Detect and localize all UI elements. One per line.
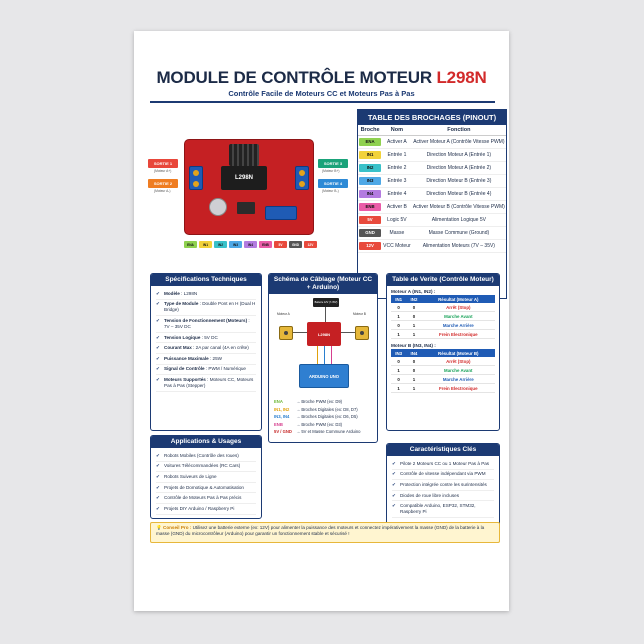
truth-table-a	[391, 295, 495, 339]
pin-badge: IN2	[214, 241, 227, 248]
list-item: ✔ Pilote 2 Moteurs CC ou 1 Moteur Pas à Pas	[392, 459, 494, 470]
specs-panel	[150, 273, 262, 431]
output-tag: SORTIE 3	[318, 159, 348, 168]
wiring-value: → Broches Digitales (ex: D8, D7)	[296, 406, 358, 412]
pin-cell	[358, 188, 382, 201]
spec-key: Tension Logique	[164, 334, 201, 340]
input-cell: 1	[391, 366, 406, 375]
tip-text: Utilisez une batterie externe (ex: 12V) pour alimenter la puissance des moteurs et connectez impérativement la masse (GND) de la batterie à la masse (GND) du microcontrôleur (Arduino) pour garantir un fonctionnement stable et sécurisé !	[156, 525, 485, 537]
wiring-key: IN3, IN4	[274, 414, 290, 419]
pinout-title: TABLE DES BROCHAGES (PINOUT)	[358, 110, 506, 125]
pin-cell	[358, 162, 382, 175]
pin-cell	[358, 240, 382, 253]
output-sub: (Moteur A+)	[154, 169, 172, 173]
spec-key: Signal de Contrôle	[164, 366, 205, 372]
title-divider	[150, 101, 495, 103]
regulator-icon	[237, 202, 255, 214]
terminal-left-icon	[189, 166, 203, 190]
capacitor-icon	[209, 198, 227, 216]
list-item	[156, 375, 256, 392]
wiring-row	[274, 398, 372, 406]
output-sub: (Moteur A-)	[154, 189, 171, 193]
truth-panel	[386, 273, 500, 431]
result-cell: Marche Avant	[422, 366, 495, 375]
wiring-row	[274, 413, 372, 421]
truth-table-b	[391, 349, 495, 393]
list-item: ✔ Projets DIY Arduino / Raspberry Pi	[156, 504, 256, 515]
pin-cell	[358, 136, 382, 149]
tip-label: 💡 Conseil Pro :	[156, 525, 192, 530]
table-row	[391, 312, 495, 321]
name-cell: Activer B	[382, 201, 412, 214]
output-tag: SORTIE 1	[148, 159, 178, 168]
features-title: Caractéristiques Clés	[387, 444, 499, 456]
pin-badge: 5V	[274, 241, 287, 248]
page-subtitle: Contrôle Facile de Moteurs CC et Moteurs Pas à Pas	[228, 89, 415, 98]
list-item: ✔ Robots Mobiles (Contrôle des roues)	[156, 451, 256, 462]
pin-badge: GND	[289, 241, 302, 248]
spec-value: : PWM / Numérique	[204, 366, 246, 372]
input-cell: 0	[406, 312, 421, 321]
list-item: ✔ Projets de Domotique & Automatisation	[156, 483, 256, 494]
wiring-value: → 5V et Masse Commune Arduino	[296, 429, 361, 434]
wiring-value: → Broches Digitales (ex: D6, D5)	[296, 414, 358, 419]
wire	[324, 346, 325, 364]
result-cell: Arrêt (Stop)	[422, 357, 495, 366]
wiring-diagram	[269, 294, 377, 396]
pin-badge: GND	[359, 229, 381, 237]
table-row	[391, 330, 495, 339]
name-cell: Logic 5V	[382, 214, 412, 227]
power-terminal-icon	[265, 206, 297, 220]
motor-b-icon	[355, 326, 369, 340]
input-cell: 0	[406, 303, 421, 312]
pin-badge: IN2	[359, 164, 381, 172]
spec-value: : Double Pont en H (Dual H Bridge)	[164, 301, 256, 313]
list-item: ✔ Protection intégrée contre les surintensités	[392, 480, 494, 491]
table-row	[358, 162, 506, 175]
name-cell: Entrée 3	[382, 175, 412, 188]
list-item: ✔ Contrôle de vitesse indépendant via PWM	[392, 470, 494, 481]
function-cell: Activer Moteur B (Contrôle Vitesse PWM)	[412, 201, 506, 214]
pin-badge: IN4	[359, 190, 381, 198]
pin-cell	[358, 214, 382, 227]
motor-a-icon	[279, 326, 293, 340]
table-row	[358, 240, 506, 253]
input-cell: 0	[391, 357, 406, 366]
name-cell: Entrée 2	[382, 162, 412, 175]
l298n-board	[184, 139, 314, 235]
list-item	[156, 300, 256, 317]
arduino-board: ARDUINO UNO	[299, 364, 349, 388]
motor-a-label: Moteur A	[277, 312, 290, 316]
motor-b-label: Moteur B	[353, 312, 366, 316]
wiring-row	[274, 421, 372, 429]
list-item	[156, 333, 256, 344]
wiring-list	[269, 396, 377, 438]
spec-value: : 7V – 35V DC	[164, 317, 250, 329]
wire	[293, 332, 307, 333]
spec-key: Type de Module	[164, 301, 199, 307]
wiring-row	[274, 428, 372, 436]
table-row	[358, 136, 506, 149]
list-item: ✔ Voitures Télécommandées (RC Cars)	[156, 462, 256, 473]
wiring-key: ENA	[274, 399, 283, 404]
function-cell: Direction Moteur A (Entrée 1)	[412, 149, 506, 162]
pin-badge: IN4	[244, 241, 257, 248]
pin-badge: IN1	[359, 151, 381, 159]
spec-value: : 5V DC	[200, 334, 218, 340]
wiring-key: IN1, IN2	[274, 406, 290, 412]
pro-tip	[150, 522, 500, 543]
table-row	[358, 175, 506, 188]
pin-badge: ENB	[259, 241, 272, 248]
pin-badge: 12V	[359, 242, 381, 250]
list-item	[156, 343, 256, 354]
truth-b-header: IN3	[391, 349, 406, 357]
input-cell: 1	[406, 330, 421, 339]
output-sub: (Moteur B-)	[322, 189, 339, 193]
input-cell: 1	[406, 384, 421, 393]
output-sub: (Moteur B+)	[322, 169, 340, 173]
table-row	[391, 357, 495, 366]
wiring-row	[274, 406, 372, 414]
truth-a-header: IN2	[406, 295, 421, 303]
list-item: ✔ Compatible Arduino, ESP32, STM32, Raspberry Pi	[392, 501, 494, 518]
truth-a-label: Moteur A (IN1, IN2) :	[391, 289, 436, 294]
specs-list	[151, 286, 261, 395]
spec-value: : L298N	[179, 290, 198, 296]
apps-panel	[150, 435, 262, 519]
function-cell: Activer Moteur A (Contrôle Vitesse PWM)	[412, 136, 506, 149]
table-row	[391, 321, 495, 330]
wire	[331, 346, 332, 364]
function-cell: Alimentation Logique 5V	[412, 214, 506, 227]
input-cell: 0	[391, 321, 406, 330]
spec-key: Courant Max	[164, 345, 192, 351]
chip-label: L298N	[221, 166, 267, 190]
pin-badge: ENB	[359, 203, 381, 211]
pin-cell	[358, 175, 382, 188]
heatsink-icon	[229, 144, 259, 166]
table-row	[391, 303, 495, 312]
input-cell: 0	[391, 375, 406, 384]
truth-a-header: IN1	[391, 295, 406, 303]
list-item: ✔ Contrôle de Moteurs Pas à Pas précis	[156, 493, 256, 504]
wiring-value: → Broche PWM (ex: D9)	[296, 399, 343, 404]
wire	[317, 346, 318, 364]
list-item	[156, 289, 256, 300]
function-cell: Masse Commune (Ground)	[412, 227, 506, 240]
table-row	[358, 201, 506, 214]
page-title	[134, 68, 509, 88]
pin-cell	[358, 149, 382, 162]
wire	[341, 332, 355, 333]
list-item	[156, 365, 256, 376]
pinout-header-pin: Broche	[358, 125, 382, 136]
pinout-header-function: Fonction	[412, 125, 506, 136]
result-cell: Arrêt (Stop)	[422, 303, 495, 312]
apps-title: Applications & Usages	[151, 436, 261, 448]
terminal-right-icon	[295, 166, 309, 190]
spec-key: Tension de Fonctionnement (Moteurs)	[164, 317, 248, 323]
table-row	[358, 188, 506, 201]
poster	[134, 31, 509, 611]
pin-badge: ENA	[359, 138, 381, 146]
spec-value: : 2A par canal (4A en crête)	[191, 345, 249, 351]
pin-badge: ENA	[184, 241, 197, 248]
title-accent: L298N	[436, 68, 487, 87]
table-row	[358, 227, 506, 240]
list-item: ✔ Diodes de roue libre incluses	[392, 491, 494, 502]
input-cell: 1	[391, 384, 406, 393]
pinout-header-name: Nom	[382, 125, 412, 136]
spec-value: : 25W	[208, 355, 222, 361]
wiring-value: → Broche PWM (ex: D3)	[296, 421, 343, 427]
output-tag: SORTIE 2	[148, 179, 178, 188]
diagram-board: L298N	[307, 322, 341, 346]
result-cell: Marche Avant	[422, 312, 495, 321]
list-item: ✔ Robots Suiveurs de Ligne	[156, 472, 256, 483]
pin-badge: IN3	[359, 177, 381, 185]
wiring-key: ENB	[274, 421, 283, 427]
spec-key: Moteurs Supportés	[164, 376, 206, 382]
pin-cell	[358, 227, 382, 240]
truth-a-header: Résultat (Moteur A)	[422, 295, 495, 303]
name-cell: Entrée 1	[382, 149, 412, 162]
pin-badge: IN3	[229, 241, 242, 248]
table-row	[391, 366, 495, 375]
wiring-key: 5V / GND	[274, 429, 292, 434]
pin-badge: 5V	[359, 216, 381, 224]
features-list	[387, 456, 499, 521]
input-cell: 1	[391, 312, 406, 321]
battery-icon: Batterie 12V (7-35V)	[313, 298, 339, 307]
input-cell: 0	[391, 303, 406, 312]
output-tag: SORTIE 4	[318, 179, 348, 188]
truth-b-label: Moteur B (IN3, IN4) :	[391, 343, 436, 348]
spec-value: : Moteurs CC, Moteurs Pas à Pas (Stepper)	[164, 376, 254, 388]
board-illustration	[148, 131, 346, 266]
pin-badge: 12V	[304, 241, 317, 248]
wire	[325, 307, 326, 322]
spec-key: Puissance Maximale	[164, 355, 209, 361]
function-cell: Alimentation Moteurs (7V – 35V)	[412, 240, 506, 253]
table-row	[358, 149, 506, 162]
table-row	[358, 214, 506, 227]
table-row	[391, 375, 495, 384]
name-cell: Entrée 4	[382, 188, 412, 201]
pin-header	[184, 241, 317, 248]
truth-b-header: IN4	[406, 349, 421, 357]
input-cell: 0	[406, 366, 421, 375]
truth-b-header: Résultat (Moteur B)	[422, 349, 495, 357]
input-cell: 1	[406, 321, 421, 330]
apps-list	[151, 448, 261, 518]
wiring-panel	[268, 273, 378, 443]
pinout-table	[358, 125, 506, 253]
result-cell: Frein Electronique	[422, 384, 495, 393]
result-cell: Marche Arrière	[422, 321, 495, 330]
truth-title: Table de Verite (Contrôle Moteur)	[387, 274, 499, 286]
function-cell: Direction Moteur B (Entrée 4)	[412, 188, 506, 201]
pin-badge: IN1	[199, 241, 212, 248]
table-row	[391, 384, 495, 393]
title-main: MODULE DE CONTRÔLE MOTEUR	[156, 68, 432, 87]
list-item	[156, 354, 256, 365]
name-cell: VCC Moteur	[382, 240, 412, 253]
specs-title: Spécifications Techniques	[151, 274, 261, 286]
list-item	[156, 316, 256, 333]
function-cell: Direction Moteur A (Entrée 2)	[412, 162, 506, 175]
input-cell: 0	[406, 357, 421, 366]
pin-cell	[358, 201, 382, 214]
result-cell: Marche Arrière	[422, 375, 495, 384]
wiring-title: Schéma de Câblage (Moteur CC + Arduino)	[269, 274, 377, 294]
input-cell: 1	[406, 375, 421, 384]
pinout-panel	[357, 109, 507, 299]
name-cell: Activer A	[382, 136, 412, 149]
spec-key: Modèle	[164, 290, 180, 296]
result-cell: Frein Electronique	[422, 330, 495, 339]
name-cell: Masse	[382, 227, 412, 240]
input-cell: 1	[391, 330, 406, 339]
function-cell: Direction Moteur B (Entrée 3)	[412, 175, 506, 188]
